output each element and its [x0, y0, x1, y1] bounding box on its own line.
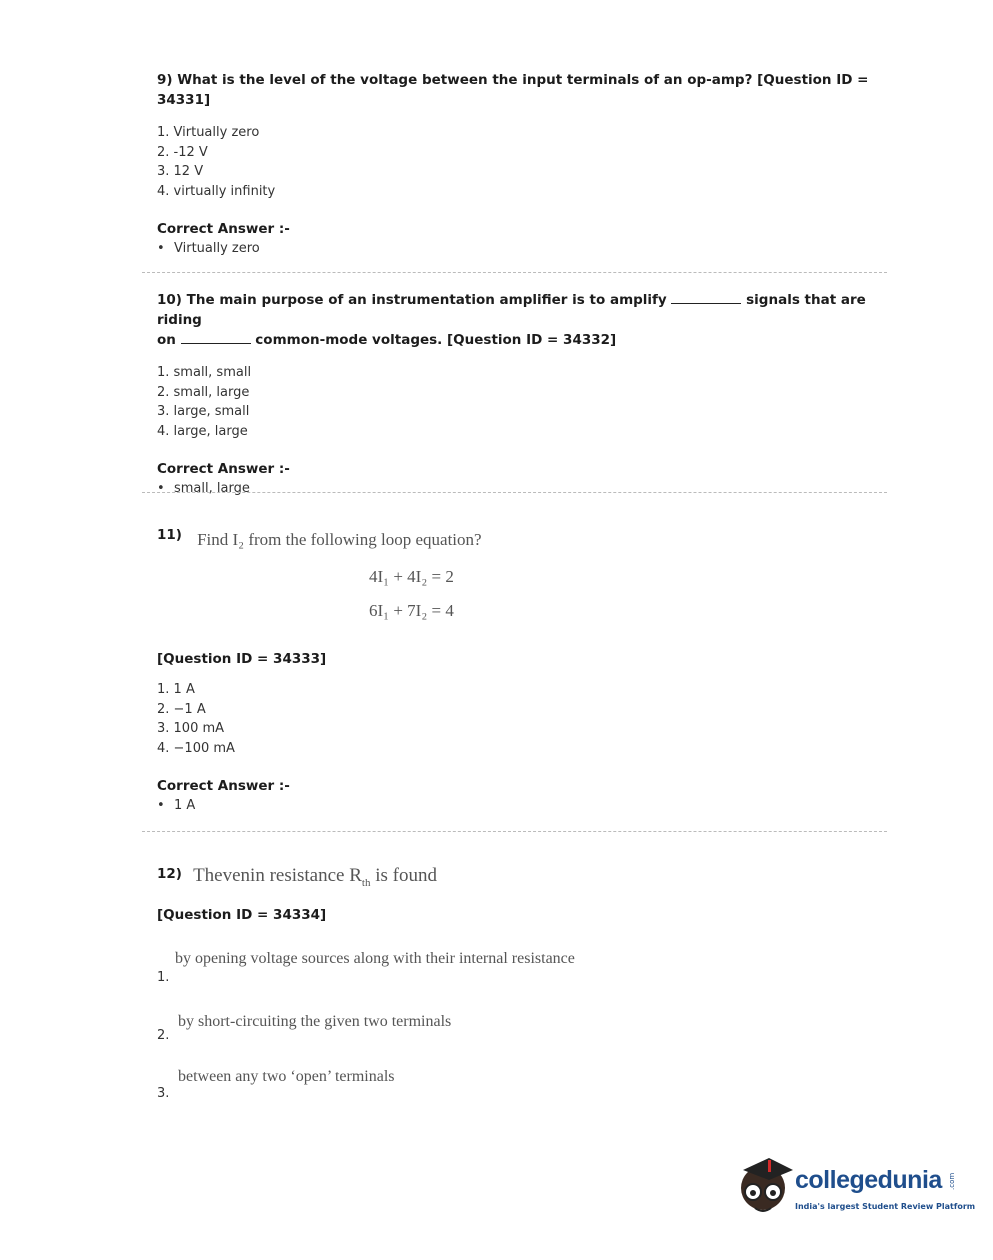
option: 3. 12 V — [157, 164, 204, 179]
correct-answer: • 1 A — [157, 798, 196, 813]
option: 1. small, small — [157, 365, 252, 380]
option-number: 2. — [157, 1028, 170, 1043]
question-9-title: 9) What is the level of the voltage between the input terminals of an op-amp? [Question ID = 34331] — [157, 72, 869, 108]
divider — [142, 831, 887, 832]
question-12-title: 12) Thevenin resistance $R_{th}$ is found — [157, 865, 437, 889]
correct-answer: • Virtually zero — [157, 241, 260, 256]
logo-tagline: India's largest Student Review Platform — [795, 1202, 976, 1211]
option: 4. −100 mA — [157, 740, 235, 756]
option: 2. small, large — [157, 384, 250, 400]
option-text: by opening voltage sources along with their internal resistance — [175, 950, 575, 967]
option: 4. large, large — [157, 423, 248, 439]
question-id: [Question ID = 34333] — [157, 651, 327, 667]
question-id: [Question ID = 34334] — [157, 907, 327, 923]
correct-answer: • small, large — [157, 481, 250, 496]
option: 1. 1 A — [157, 682, 195, 697]
option: 3. 100 mA — [157, 721, 225, 736]
blank — [181, 343, 251, 344]
blank — [671, 303, 741, 304]
mascot-icon — [735, 1150, 795, 1222]
question-9 — [157, 70, 872, 256]
collegedunia-logo — [735, 1150, 976, 1225]
divider — [142, 492, 887, 493]
correct-answer-label: Correct Answer :- — [157, 461, 290, 477]
option-number: 3. — [157, 1086, 170, 1101]
question-11-title: 11) Find I₂ from the following loop equation? — [157, 527, 482, 549]
option-text: by short-circuiting the given two terminals — [178, 1013, 452, 1030]
equation-2: 6I₁ + 7I₂ = 4 — [369, 601, 454, 620]
logo-wordmark: collegedunia — [795, 1166, 942, 1194]
option: 2. -12 V — [157, 144, 208, 160]
question-11 — [157, 524, 872, 813]
equation-1: 4I₁ + 4I₂ = 2 — [369, 567, 454, 586]
option-text: between any two ‘open’ terminals — [178, 1068, 395, 1085]
option: 4. virtually infinity — [157, 183, 276, 199]
divider — [142, 272, 887, 273]
question-9-options — [157, 123, 872, 201]
question-10-title: 10) The main purpose of an instrumentation amplifier is to amplify signals that are riding on common-mode voltages. [Question ID = 34332] — [157, 292, 866, 348]
question-12 — [157, 862, 872, 1112]
correct-answer-label: Correct Answer :- — [157, 778, 290, 794]
question-10-options — [157, 363, 872, 441]
question-11-options — [157, 680, 872, 758]
logo-suffix: .com — [948, 1172, 956, 1190]
option: 1. Virtually zero — [157, 125, 260, 140]
option: 2. −1 A — [157, 701, 206, 717]
question-10 — [157, 290, 872, 496]
option: 3. large, small — [157, 404, 250, 419]
option-number: 1. — [157, 970, 170, 985]
correct-answer-label: Correct Answer :- — [157, 221, 290, 237]
